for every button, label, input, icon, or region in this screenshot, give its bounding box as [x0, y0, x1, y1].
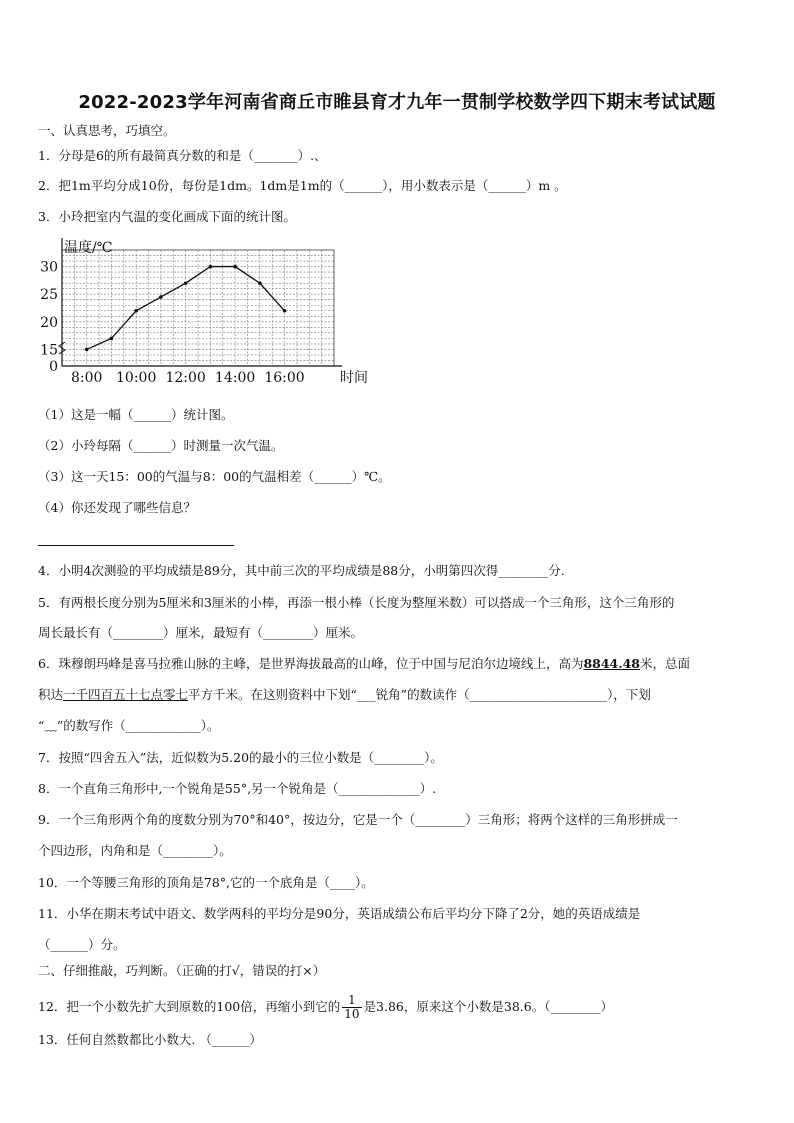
question-9-line-2: 个四边形，内角和是（________）。 — [38, 843, 232, 858]
chart-axes — [59, 238, 342, 366]
question-11-line-1: 11．小华在期末考试中语文、数学两科的平均分是90分，英语成绩公布后平均分下降了2分，她的英语成绩是 — [38, 906, 641, 921]
question-11-line-2: （______）分。 — [38, 937, 126, 952]
question-3-part-3: （3）这一天15：00的气温与8：00的气温相差（______）℃。 — [38, 469, 391, 484]
data-point — [209, 265, 213, 269]
q6-text-d: 平方千米。在这则资料中下划“___锐角”的数读作（______________________），下划 — [188, 687, 651, 702]
question-3-part-2: （2）小玲每隔（______）时测量一次气温。 — [38, 438, 284, 453]
question-4: 4．小明4次测验的平均成绩是89分，其中前三次的平均成绩是88分，小明第四次得________分. — [38, 563, 565, 578]
x-axis-label: 时间 — [340, 370, 368, 386]
data-point — [283, 309, 287, 313]
question-2: 2．把1m平均分成10份，每份是1dm。1dm是1m的（______），用小数表示是（______）m 。 — [38, 178, 567, 193]
axis-break-mark — [59, 342, 65, 354]
data-point — [258, 281, 262, 285]
y-tick-label: 15 — [40, 342, 58, 359]
question-3-part-1: （1）这是一幅（______）统计图。 — [38, 407, 234, 422]
question-5-line-1: 5．有两根长度分别为5厘米和3厘米的小棒，再添一根小棒（长度为整厘米数）可以搭成一个三角形，这个三角形的 — [38, 595, 675, 610]
q6-wavy-mark: ﹏ — [44, 718, 57, 733]
temperature-line-chart — [38, 236, 378, 386]
page-title: 2022-2023学年河南省商丘市睢县育才九年一贯制学校数学四下期末考试试题 — [78, 92, 716, 113]
q6-text-b: 米，总面 — [640, 656, 691, 671]
answer-line[interactable] — [38, 545, 234, 546]
q6-area-value: 一千四百五十七点零七 — [63, 687, 189, 702]
x-tick-label: 12:00 — [165, 370, 206, 386]
q12-text-b: 是3.86，原来这个小数是38.6。（________） — [363, 999, 613, 1014]
x-tick-label: 16:00 — [264, 370, 305, 386]
section-heading-fill-in: 一、认真思考，巧填空。 — [38, 123, 176, 138]
question-8: 8．一个直角三角形中,一个锐角是55°,另一个锐角是（_____________）. — [38, 781, 437, 796]
question-1: 1．分母是6的所有最简真分数的和是（_______）.、 — [38, 148, 327, 163]
y-tick-label: 20 — [40, 314, 58, 331]
y-tick-label: 0 — [49, 359, 58, 375]
data-point — [134, 309, 138, 313]
q12-fraction-denominator: 10 — [344, 1007, 360, 1021]
q6-height-value: 8844.48 — [583, 656, 641, 671]
y-axis-label: 温度/℃ — [64, 240, 113, 256]
question-13: 13．任何自然数都比小数大. （______） — [38, 1032, 262, 1047]
data-point — [85, 348, 89, 352]
q12-fraction — [342, 994, 361, 1021]
data-point — [184, 281, 188, 285]
chart-grid — [62, 250, 334, 366]
question-6-line-3 — [38, 718, 220, 734]
q6-text-c: 积达 — [38, 687, 64, 702]
data-point — [110, 337, 114, 341]
question-7: 7．按照“四舍五入”法，近似数为5.20的最小的三位小数是（________）。 — [38, 750, 443, 765]
question-9-line-1: 9．一个三角形两个角的度数分别为70°和40°，按边分，它是一个（________）三角形；将两个这样的三角形拼成一 — [38, 812, 678, 827]
q12-text-a: 12．把一个小数先扩大到原数的100倍，再缩小到它的 — [38, 999, 341, 1014]
x-tick-label: 14:00 — [214, 370, 256, 386]
q6-text-a: 6．珠穆朗玛峰是喜马拉雅山脉的主峰，是世界海拔最高的山峰，位于中国与尼泊尔边境线上，高为 — [38, 656, 584, 671]
data-point — [159, 295, 163, 299]
y-tick-label: 25 — [40, 287, 58, 304]
data-point — [233, 265, 237, 269]
question-6-line-2 — [38, 687, 651, 703]
section-heading-judge: 二、仔细推敲，巧判断。（正确的打√，错误的打×） — [38, 963, 326, 978]
q6-text-e: “ — [38, 718, 45, 733]
q12-fraction-numerator: 1 — [342, 994, 361, 1008]
q6-text-f: ”的数写作（____________）。 — [56, 718, 220, 733]
x-tick-label: 8:00 — [71, 370, 103, 386]
question-10: 10．一个等腰三角形的顶角是78°,它的一个底角是（____）。 — [38, 875, 374, 890]
question-12 — [38, 992, 613, 1022]
x-tick-label: 10:00 — [116, 370, 157, 386]
question-6-line-1 — [38, 656, 690, 672]
question-3-part-4: （4）你还发现了哪些信息？ — [38, 500, 196, 515]
question-5-line-2: 周长最长有（________）厘米，最短有（________）厘米。 — [38, 625, 364, 640]
y-tick-label: 30 — [40, 259, 58, 276]
question-3: 3．小玲把室内气温的变化画成下面的统计图。 — [38, 209, 296, 224]
